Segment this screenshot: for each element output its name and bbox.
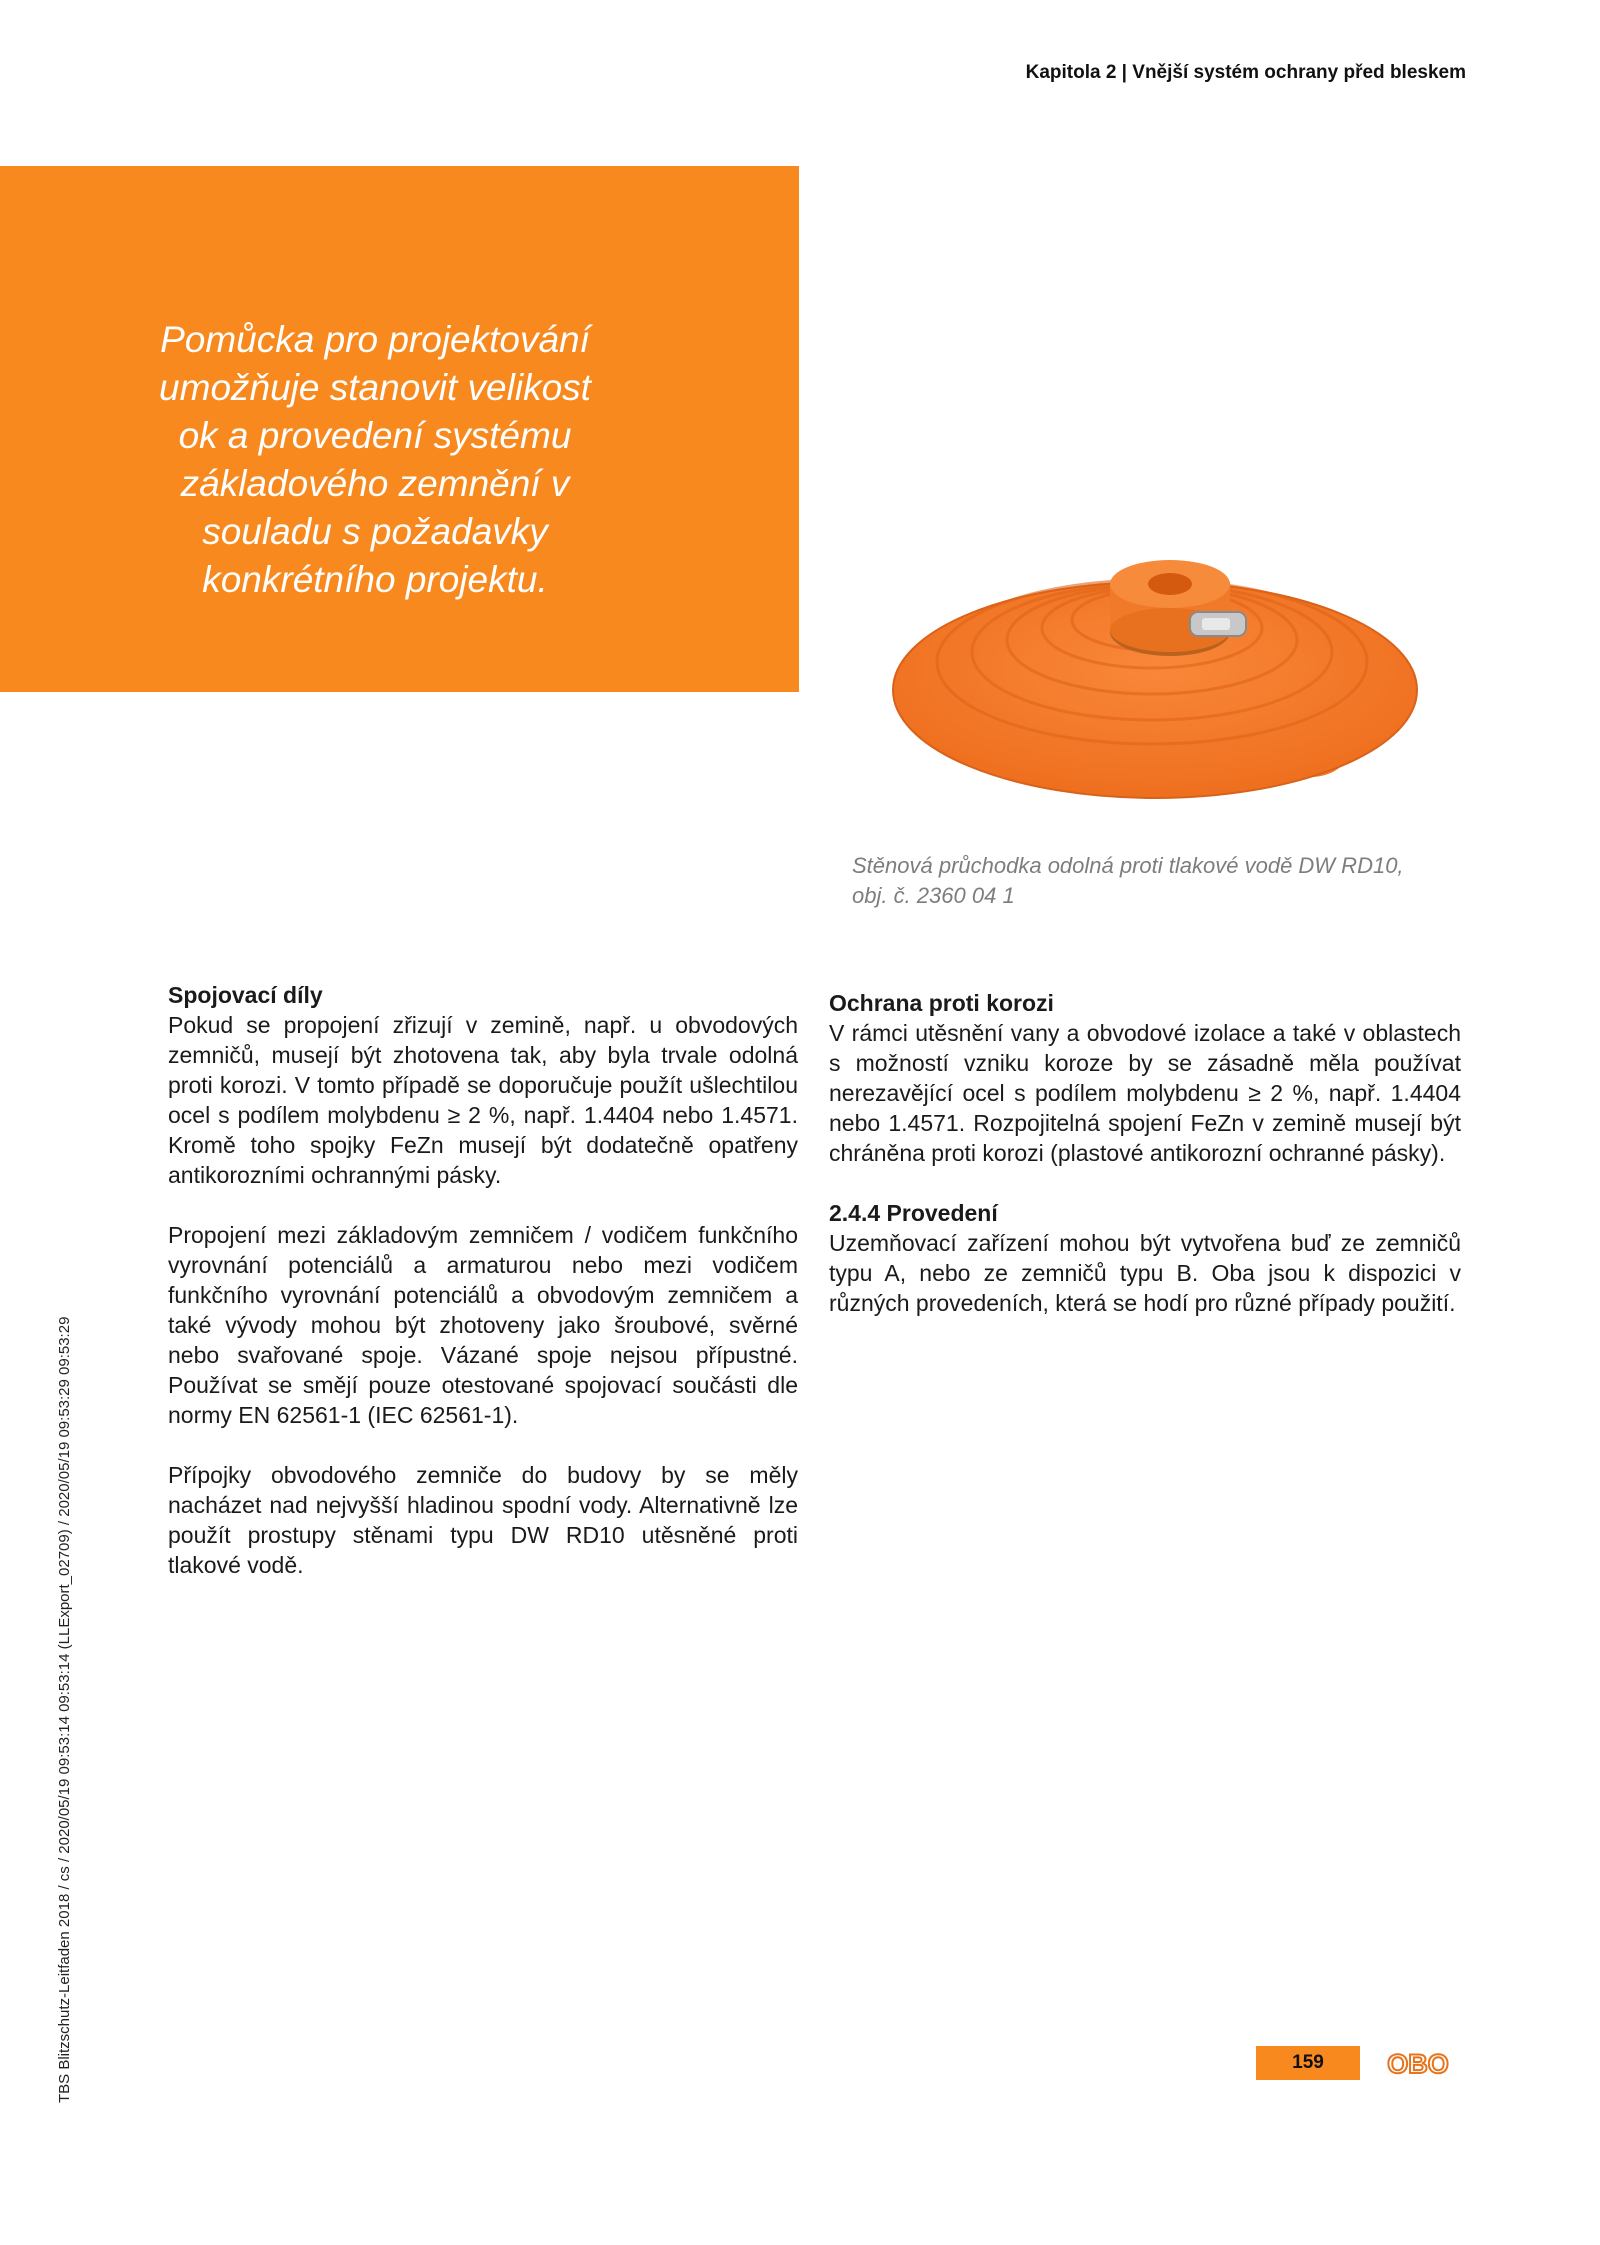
section-heading-connectors: Spojovací díly — [168, 982, 323, 1008]
product-caption — [852, 851, 1492, 911]
paragraph: Pokud se propojení zřizují v zemině, např. u obvodových zemničů, musejí být zhotovena tak, aby byla trvale odolná proti korozi. V tomto případě se doporučuje použít ušlechtilou ocel s podílem molybdenu ≥ 2 %, např. 1.4404 nebo 1.4571. Kromě toho spojky FeZn musejí být dodatečně opatřeny antikorozními ochrannými pásky. — [168, 1012, 798, 1188]
paragraph: Propojení mezi základovým zemničem / vodičem funkčního vyrovnání potenciálů a armaturou nebo mezi vodičem funkčního vyrovnání potenciálů a obvodovým zemničem a také vývody mohou být zhotoveny jako šroubové, svěrné nebo svařované spoje. Vázané spoje nejsou přípustné. Používat se smějí pouze otestované spojovací součásti dle normy EN 62561-1 (IEC 62561-1). — [168, 1222, 798, 1428]
paragraph: V rámci utěsnění vany a obvodové izolace a také v oblastech s možností vzniku koroze by se zásadně měla používat nerezavějící ocel s podílem molybdenu ≥ 2 %, např. 1.4404 nebo 1.4571. Rozpojitelná spojení FeZn v zemině musejí být chráněna proti korozi (plastové antikorozní ochranné pásky). — [829, 1020, 1461, 1166]
section-heading-corrosion: Ochrana proti korozi — [829, 990, 1054, 1016]
callout-text: Pomůcka pro projektování umožňuje stanovit velikost ok a provedení systému základového zemnění v souladu s požadavky konkrétního projektu. — [159, 319, 591, 600]
svg-text:OBO: OBO — [1387, 2049, 1449, 2079]
wall-bushing-photo-icon — [890, 540, 1430, 815]
side-export-info: TBS Blitzschutz-Leitfaden 2018 / cs / 2020/05/19 09:53:14 09:53:14 (LLExport_02709) / 2020/05/19 09:53:29 09:53:29 — [56, 1316, 73, 2103]
caption-line2: obj. č. 2360 04 1 — [852, 883, 1015, 908]
paragraph: Přípojky obvodového zemniče do budovy by se měly nacházet nad nejvyšší hladinou spodní vody. Alternativně lze použít prostupy stěnami typu DW RD10 utěsněné proti tlakové vodě. — [168, 1462, 798, 1578]
caption-line1: Stěnová průchodka odolná proti tlakové vodě DW RD10, — [852, 853, 1404, 878]
page-number: 159 — [1256, 2046, 1360, 2080]
paragraph: Uzemňovací zařízení mohou být vytvořena buď ze zemničů typu A, nebo ze zemničů typu B. Oba jsou k dispozici v různých provedeních, která se hodí pro různé případy použití. — [829, 1230, 1461, 1316]
section-heading-design: 2.4.4 Provedení — [829, 1200, 998, 1226]
right-column — [829, 988, 1461, 1318]
left-column — [168, 980, 798, 1580]
obo-logo-icon — [1378, 2047, 1458, 2079]
chapter-header: Kapitola 2 | Vnější systém ochrany před bleskem — [1025, 62, 1466, 83]
